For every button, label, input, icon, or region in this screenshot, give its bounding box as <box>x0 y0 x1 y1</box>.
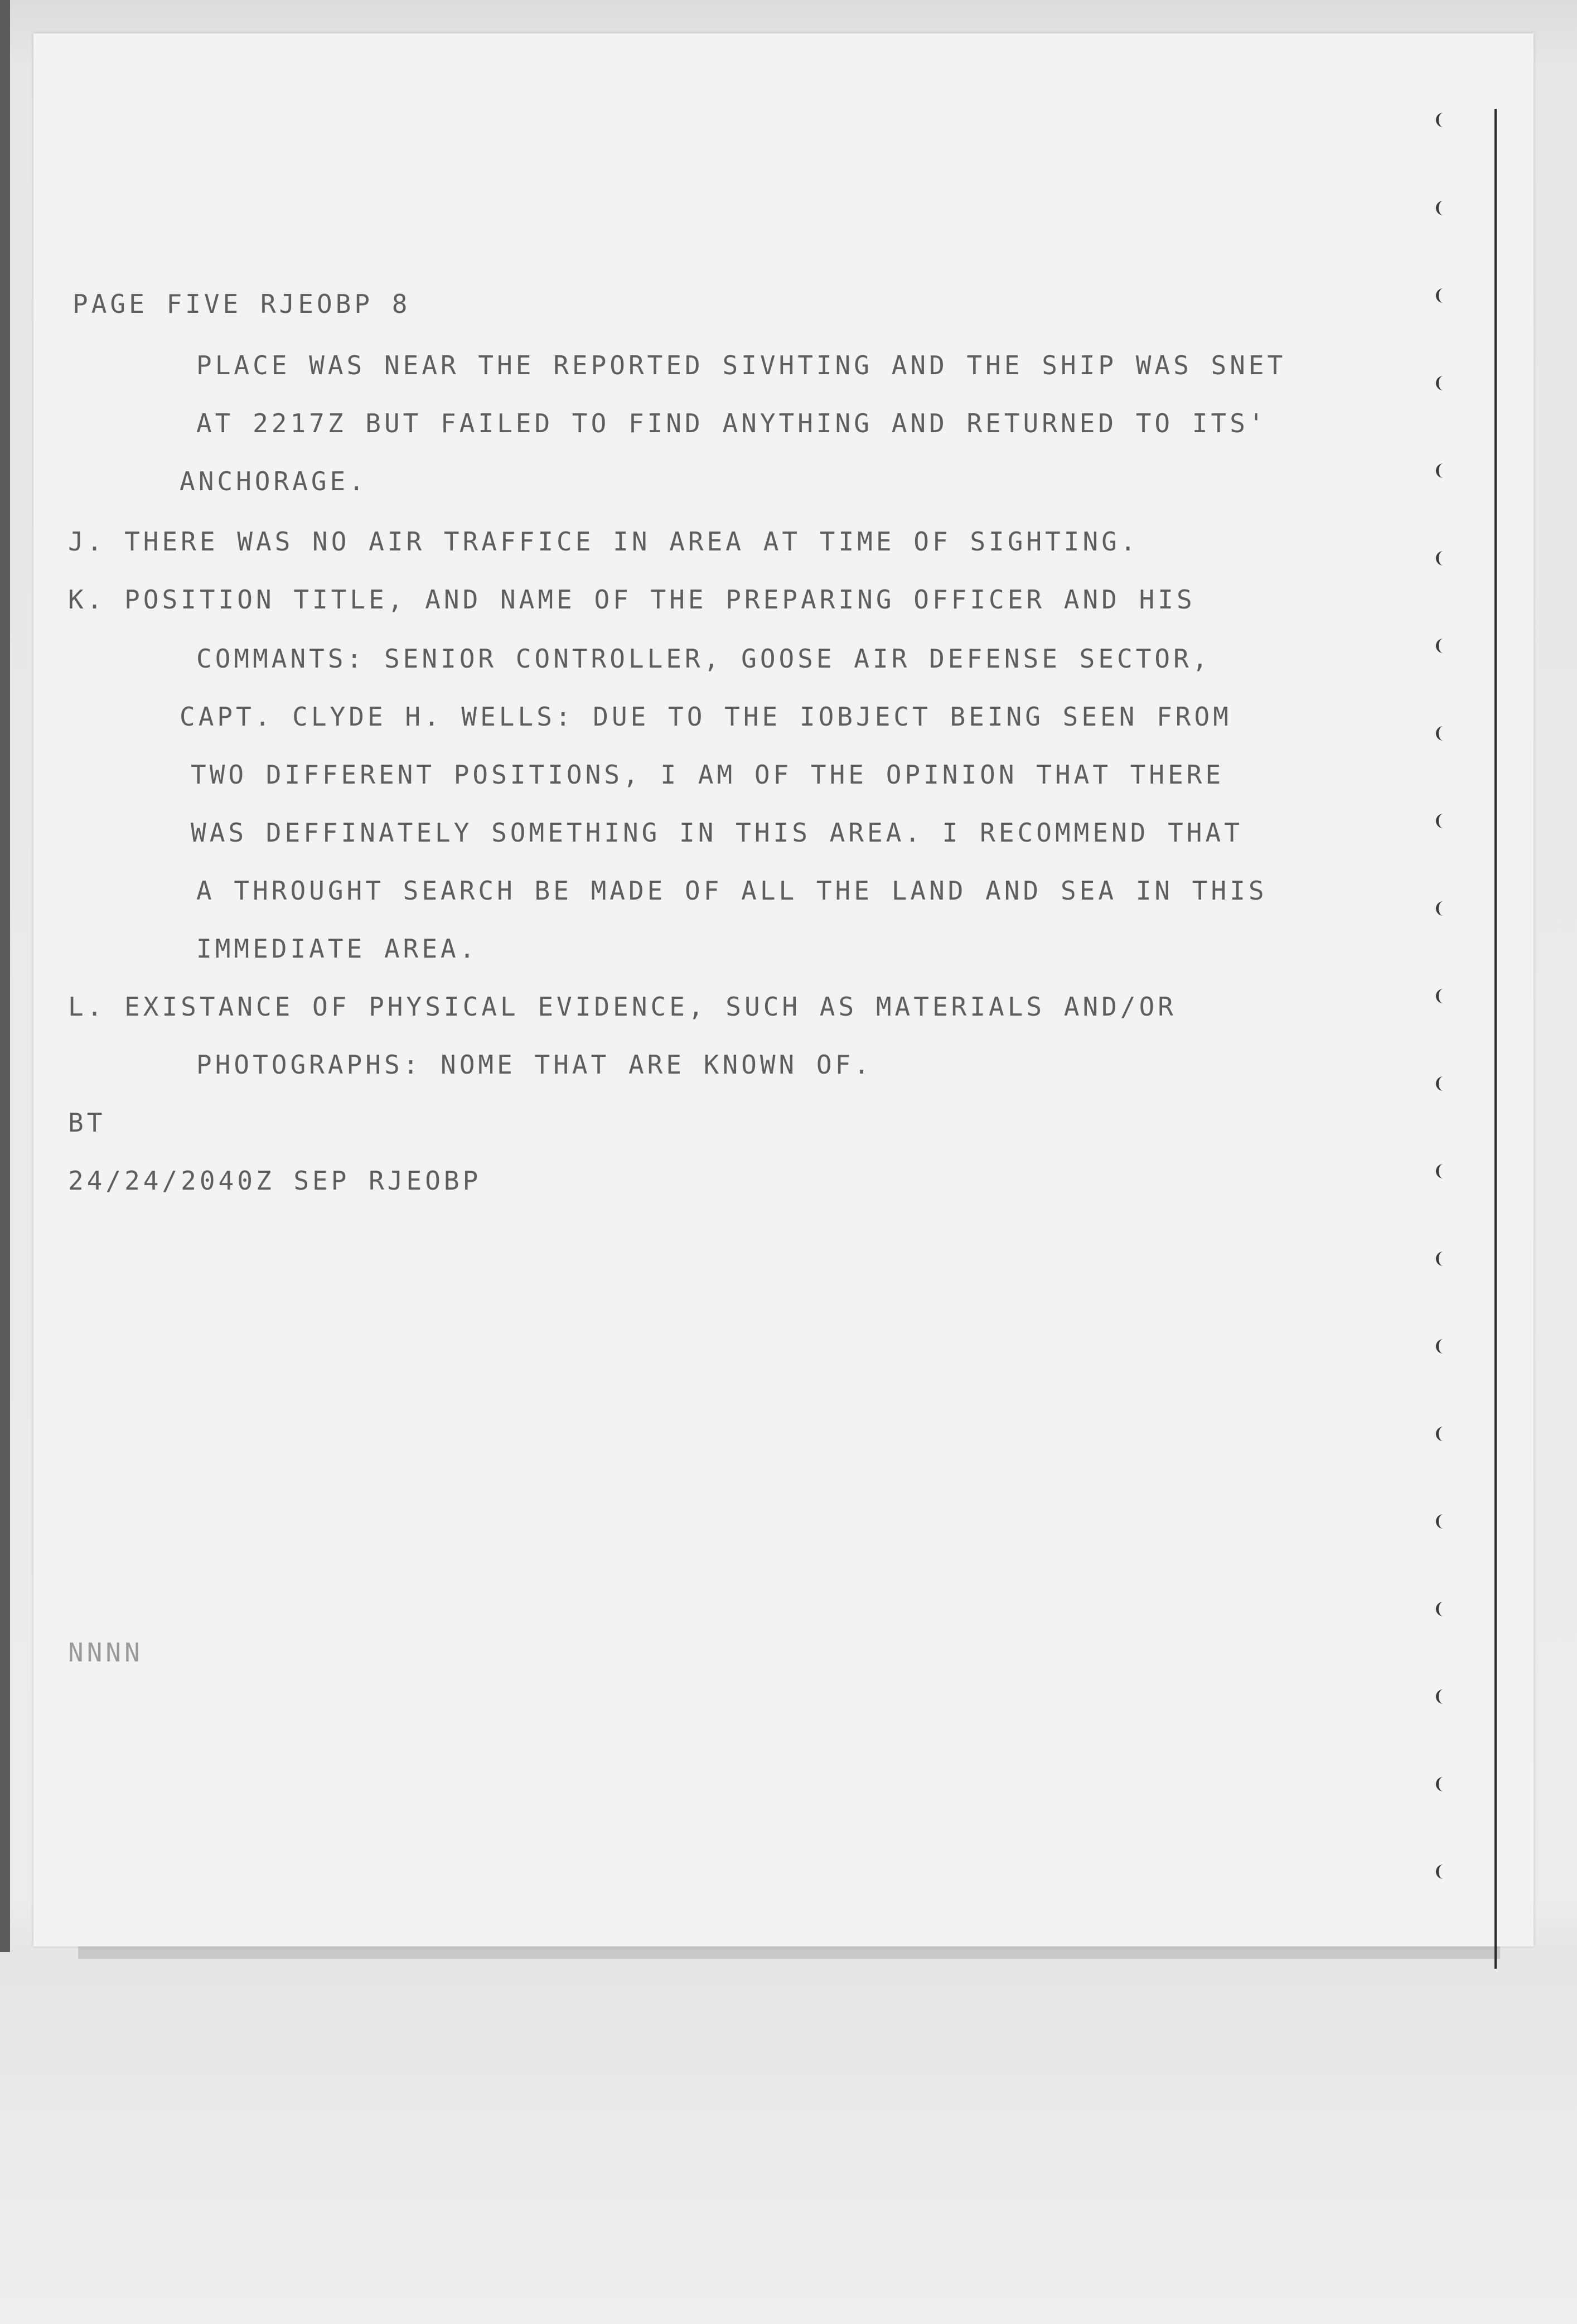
feed-hole-icon <box>1436 201 1447 215</box>
feed-hole-icon <box>1436 288 1447 303</box>
text-line: A THROUGHT SEARCH BE MADE OF ALL THE LAND AND SEA IN THIS <box>196 876 1268 906</box>
feed-hole-icon <box>1436 814 1447 828</box>
feed-hole-icon <box>1436 726 1447 741</box>
feed-hole-icon <box>1436 1339 1447 1354</box>
text-line: TWO DIFFERENT POSITIONS, I AM OF THE OPINION THAT THERE <box>191 760 1225 790</box>
teletype-page <box>33 33 1534 1946</box>
scan-left-edge <box>0 0 10 1952</box>
text-line: IMMEDIATE AREA. <box>196 934 478 964</box>
feed-hole-icon <box>1436 551 1447 566</box>
feed-hole-icon <box>1436 989 1447 1003</box>
feed-hole-icon <box>1436 1514 1447 1529</box>
feed-hole-icon <box>1436 1164 1447 1178</box>
text-line: WAS DEFFINATELY SOMETHING IN THIS AREA. I RECOMMEND THAT <box>191 818 1243 848</box>
text-line: PLACE WAS NEAR THE REPORTED SIVHTING AND THE SHIP WAS SNET <box>196 350 1286 380</box>
feed-hole-icon <box>1436 1689 1447 1704</box>
feed-hole-icon <box>1436 901 1447 916</box>
feed-hole-icon <box>1436 1777 1447 1791</box>
text-line: COMMANTS: SENIOR CONTROLLER, GOOSE AIR DEFENSE SECTOR, <box>196 644 1211 674</box>
text-line: CAPT. CLYDE H. WELLS: DUE TO THE IOBJECT BEING SEEN FROM <box>180 702 1232 732</box>
feed-hole-icon <box>1436 1076 1447 1091</box>
feed-hole-icon <box>1436 376 1447 390</box>
feed-hole-icon <box>1436 1602 1447 1616</box>
tractor-feed-edge <box>1494 109 1497 1969</box>
end-of-message-marker: NNNN <box>68 1637 143 1668</box>
page-header: PAGE FIVE RJEOBP 8 <box>72 289 411 319</box>
item-l: L. EXISTANCE OF PHYSICAL EVIDENCE, SUCH AS MATERIALS AND/OR <box>68 992 1177 1022</box>
feed-hole-icon <box>1436 113 1447 127</box>
feed-hole-icon <box>1436 1864 1447 1879</box>
break-marker: BT <box>68 1108 106 1138</box>
text-line: AT 2217Z BUT FAILED TO FIND ANYTHING AND RETURNED TO ITS' <box>196 408 1268 438</box>
date-time-group: 24/24/2040Z SEP RJEOBP <box>68 1166 482 1196</box>
item-k: K. POSITION TITLE, AND NAME OF THE PREPARING OFFICER AND HIS <box>68 584 1196 615</box>
text-line: PHOTOGRAPHS: NOME THAT ARE KNOWN OF. <box>196 1050 873 1080</box>
item-j: J. THERE WAS NO AIR TRAFFICE IN AREA AT TIME OF SIGHTING. <box>68 526 1139 557</box>
text-line: ANCHORAGE. <box>180 466 367 496</box>
feed-hole-icon <box>1436 1427 1447 1441</box>
feed-hole-icon <box>1436 1252 1447 1266</box>
feed-hole-icon <box>1436 463 1447 478</box>
feed-hole-icon <box>1436 639 1447 653</box>
